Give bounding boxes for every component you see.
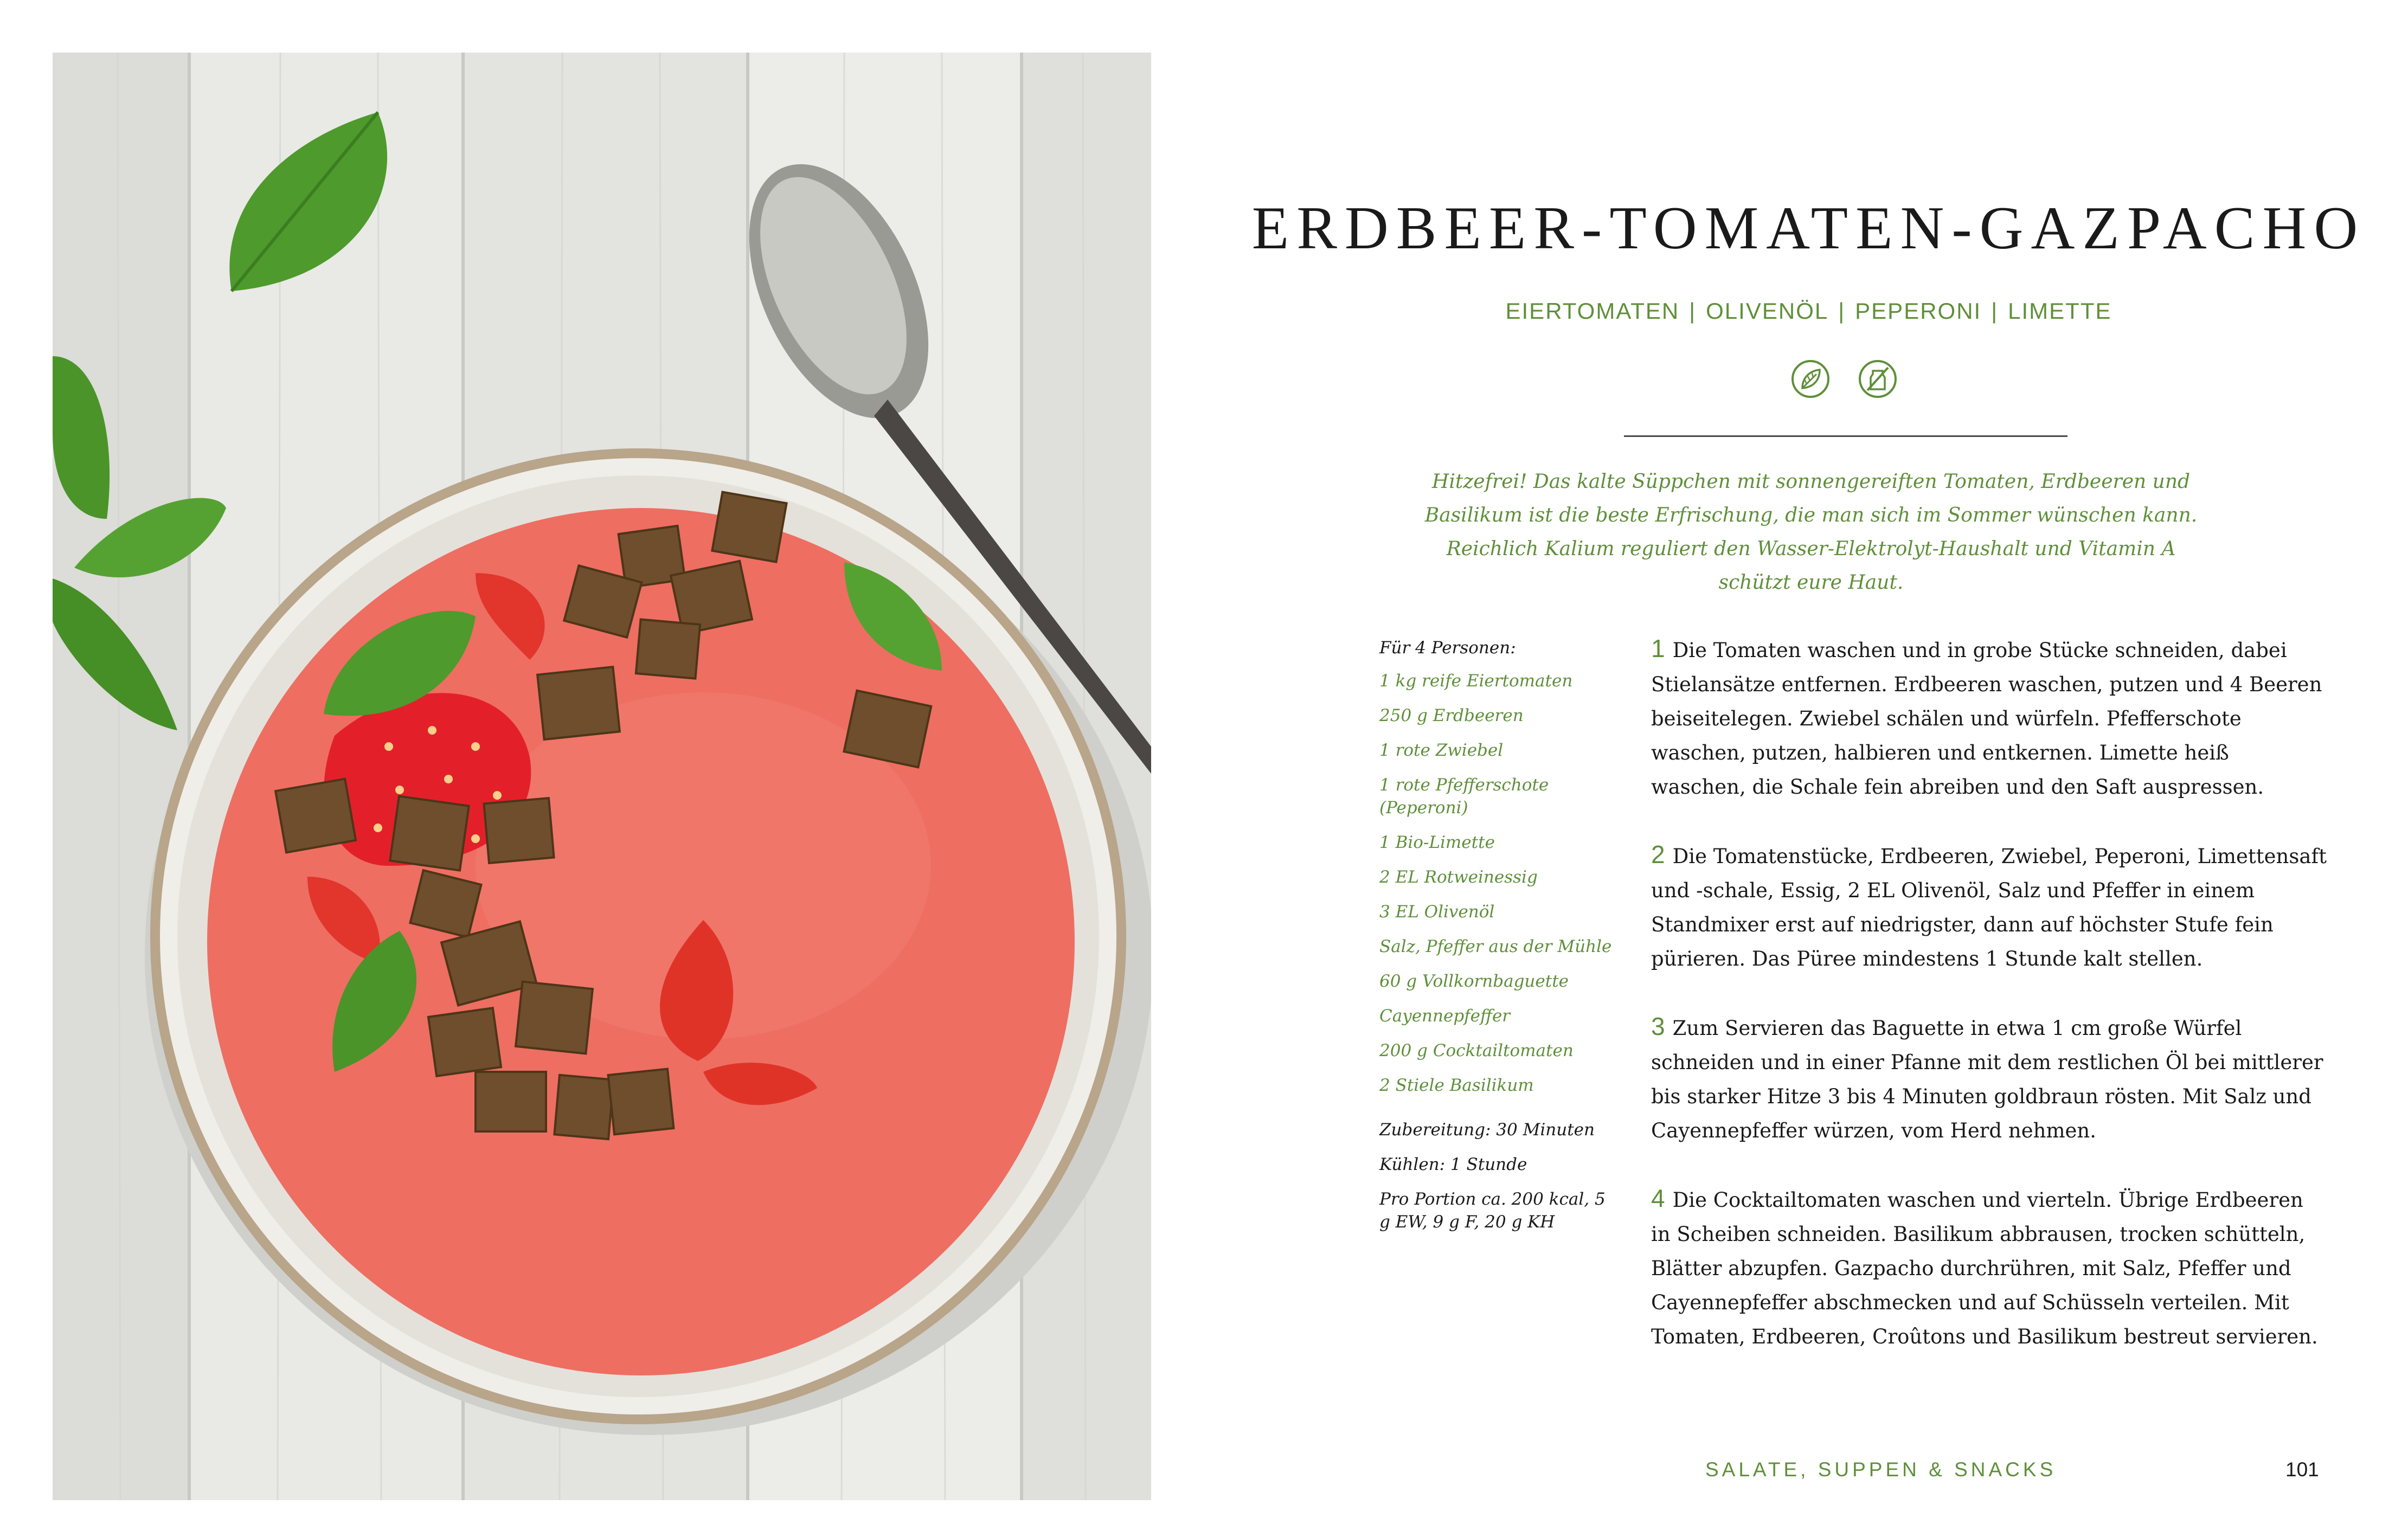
ingredient-item: 3 EL Olivenöl (1379, 902, 1495, 922)
step-text: Die Cocktailtomaten waschen und vierteln. Übrige Erdbeeren in Scheiben schneiden. Basilikum abbrausen, trocken schütteln, Blätter abzupfen. Gazpacho durchrühren, mit Salz, Pfeffer und Cayennepfeffer abschmecken und auf Schüsseln verteilen. Mit Tomaten, Erdbeeren, Croûtons und Basilikum bestreut servieren. (1651, 1188, 2318, 1348)
step-number: 3 (1651, 1012, 1665, 1040)
tag-separator: | (1838, 298, 1846, 324)
lactose-free-icon (1858, 359, 1898, 399)
diet-icons (1790, 359, 1898, 399)
ingredient-item: 1 rote Zwiebel (1379, 741, 1504, 760)
tag-item: LIMETTE (2008, 298, 2112, 324)
page-number: 101 (2285, 1458, 2319, 1481)
vegan-leaf-icon (1790, 359, 1831, 399)
section-footer: SALATE, SUPPEN & SNACKS (1705, 1458, 2057, 1481)
step-text: Die Tomatenstücke, Erdbeeren, Zwiebel, Peperoni, Limettensaft und -schale, Essig, 2 EL Olivenöl, Salz und Pfeffer in einem Standmixer erst auf niedrigster, dann auf höchster Stufe fein pürieren. Das Püree mindestens 1 Stunde kalt stellen. (1651, 845, 2327, 970)
instruction-step (1651, 632, 2329, 804)
tag-item: PEPERONI (1855, 298, 1982, 324)
recipe-meta (1379, 1118, 1618, 1233)
ingredient-item: 250 g Erdbeeren (1379, 706, 1524, 725)
ingredient-item: 1 kg reife Eiertomaten (1379, 671, 1573, 691)
instruction-step (1651, 1009, 2329, 1148)
recipe-intro: Hitzefrei! Das kalte Süppchen mit sonnengereiften Tomaten, Erdbeeren und Basilikum ist die beste Erfrischung, die man sich im Sommer wünschen kann. Reichlich Kalium reguliert den Wasser-Elektrolyt-Haushalt und Vitamin A schützt eure Haut. (1424, 471, 2198, 594)
gazpacho-photo-illustration (53, 53, 1151, 1500)
cooling-time: Kühlen: 1 Stunde (1379, 1155, 1527, 1174)
step-text: Zum Servieren das Baguette in etwa 1 cm große Würfel schneiden und in einer Pfanne mit dem restlichen Öl bei mittlerer bis starker Hitze 3 bis 4 Minuten goldbraun rösten. Mit Salz und Cayennepfeffer würzen, vom Herd nehmen. (1651, 1017, 2323, 1142)
step-number: 2 (1651, 840, 1665, 869)
ingredients-column (1379, 638, 1618, 1245)
instructions-column (1651, 632, 2329, 1387)
recipe-page (1209, 0, 2408, 1537)
ingredient-item: 1 rote Pfefferschote (Peperoni) (1379, 775, 1549, 818)
tag-item: EIERTOMATEN (1505, 298, 1680, 324)
title-divider (1624, 435, 2067, 437)
ingredient-item: 60 g Vollkornbaguette (1379, 972, 1569, 991)
step-text: Die Tomaten waschen und in grobe Stücke schneiden, dabei Stielansätze entfernen. Erdbeeren waschen, putzen und 4 Beeren beiseitelegen. Zwiebel schälen und würfeln. Pfefferschote waschen, putzen, halbieren und entkernen. Limette heiß waschen, die Schale fein abreiben und den Saft auspressen. (1651, 639, 2322, 799)
instruction-step (1651, 1181, 2329, 1354)
step-number: 4 (1651, 1184, 1665, 1212)
prep-time: Zubereitung: 30 Minuten (1379, 1120, 1595, 1140)
ingredient-item: 2 Stiele Basilikum (1379, 1076, 1534, 1095)
key-ingredient-tags (1209, 298, 2408, 324)
ingredient-item: Salz, Pfeffer aus der Mühle (1379, 937, 1612, 956)
ingredient-item: 1 Bio-Limette (1379, 833, 1495, 852)
ingredient-item: 2 EL Rotweinessig (1379, 867, 1538, 887)
recipe-title: ERDBEER-TOMATEN-GAZPACHO (1251, 195, 2366, 262)
servings-label: Für 4 Personen: (1379, 638, 1516, 658)
tag-item: OLIVENÖL (1706, 298, 1829, 324)
tag-separator: | (1991, 298, 1999, 324)
step-number: 1 (1651, 634, 1665, 663)
nutrition-info: Pro Portion ca. 200 kcal, 5 g EW, 9 g F, 20 g KH (1379, 1189, 1606, 1232)
ingredient-item: Cayennepfeffer (1379, 1006, 1511, 1026)
gazpacho-photo (53, 53, 1151, 1500)
tag-separator: | (1689, 298, 1697, 324)
ingredient-item: 200 g Cocktailtomaten (1379, 1041, 1574, 1060)
instruction-step (1651, 838, 2329, 976)
